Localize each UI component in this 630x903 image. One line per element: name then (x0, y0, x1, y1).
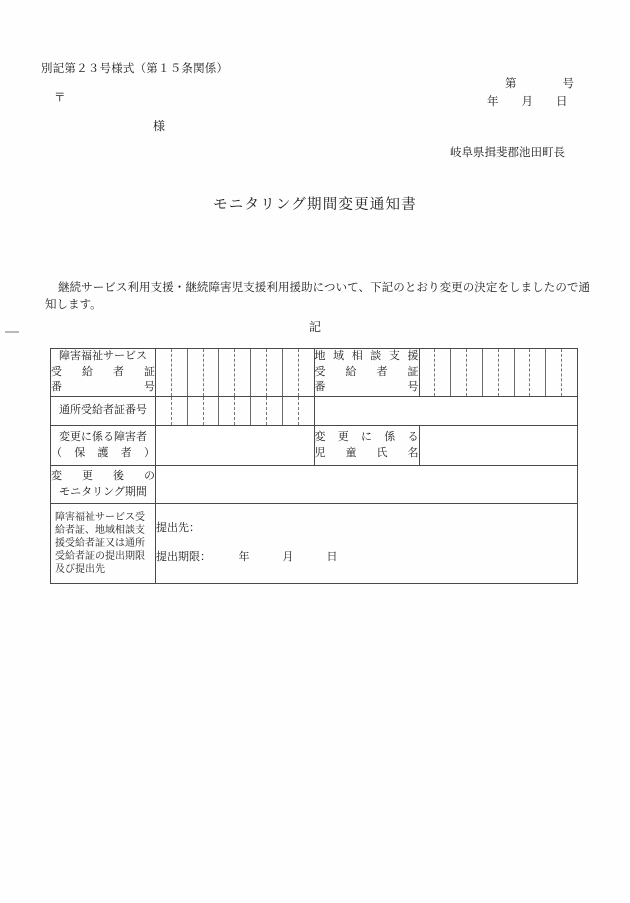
input-disabled-person-guardian[interactable] (156, 426, 315, 466)
label-welfare-service-certificate-number: 障害福祉サービス 受給者証 番号 (51, 349, 156, 397)
number-box[interactable] (435, 349, 451, 396)
body-paragraph: 継続サービス利用支援・継続障害児支援利用援助について、下記のとおり変更の決定をしましたので通知します。 (45, 281, 590, 312)
number-box[interactable] (299, 349, 314, 396)
number-box[interactable] (251, 397, 267, 425)
number-box[interactable] (451, 349, 467, 396)
page-title: モニタリング期間変更通知書 (213, 197, 417, 213)
number-box[interactable] (188, 397, 204, 425)
number-box-strip (156, 397, 314, 425)
number-box[interactable] (235, 349, 251, 396)
margin-artifact (5, 331, 19, 333)
table-row-monitoring-period (51, 466, 578, 504)
number-box[interactable] (546, 349, 562, 396)
number-box[interactable] (172, 349, 188, 396)
ki-marker: 記 (308, 320, 321, 334)
number-box[interactable] (251, 349, 267, 396)
number-box[interactable] (499, 349, 515, 396)
document-number: 第 号 (505, 78, 574, 90)
label-submission-deadline-and-destination: 障害福祉サービス受 給者証、地域相談支 援受給者証又は通所 受給者証の提出期限 及び提出先 (51, 504, 156, 584)
input-regional-consultation-certificate-number[interactable] (419, 349, 578, 397)
number-box-strip (156, 349, 314, 396)
number-box[interactable] (299, 397, 314, 425)
number-box[interactable] (267, 349, 283, 396)
number-box[interactable] (219, 349, 235, 396)
number-box[interactable] (530, 349, 546, 396)
blank-cell-dayservice-row (314, 397, 578, 426)
number-box[interactable] (156, 397, 172, 425)
label-monitoring-period-after-change: 変更後の モニタリング期間 (51, 466, 156, 504)
form-code: 別記第２３号様式（第１５条関係） (41, 63, 229, 75)
input-welfare-service-certificate-number[interactable] (156, 349, 315, 397)
table-row-dayservice-number (51, 397, 578, 426)
table-row-person-names (51, 426, 578, 466)
number-box[interactable] (172, 397, 188, 425)
addressee-honorific: 様 (153, 119, 166, 133)
input-child-name[interactable] (419, 426, 578, 466)
number-box[interactable] (204, 397, 220, 425)
label-dayservice-certificate-number: 通所受給者証番号 (51, 397, 156, 426)
number-box[interactable] (188, 349, 204, 396)
submission-details[interactable] (156, 504, 578, 584)
submission-deadline-label: 提出期限： 年 月 日 (156, 551, 338, 563)
number-box[interactable] (515, 349, 531, 396)
issuer-name: 岐阜県揖斐郡池田町長 (450, 147, 565, 159)
number-box[interactable] (283, 349, 299, 396)
number-box[interactable] (204, 349, 220, 396)
number-box[interactable] (467, 349, 483, 396)
input-monitoring-period-after-change[interactable] (156, 466, 578, 504)
postal-code-mark: 〒 (54, 92, 66, 104)
number-box-strip (420, 349, 578, 396)
submission-destination-label: 提出先： (156, 522, 200, 535)
number-box[interactable] (267, 397, 283, 425)
label-disabled-person-guardian: 変更に係る障害者 （保護者） (51, 426, 156, 466)
input-dayservice-certificate-number[interactable] (156, 397, 315, 426)
label-regional-consultation-certificate-number: 地域相談支援 受給者証 番号 (314, 349, 419, 397)
table-row-service-numbers (51, 349, 578, 397)
number-box[interactable] (562, 349, 577, 396)
number-box[interactable] (219, 397, 235, 425)
label-child-name: 変更に係る 児童氏名 (314, 426, 419, 466)
document-date: 年 月 日 (487, 96, 568, 108)
notification-form-table (50, 348, 578, 584)
table-row-submission (51, 504, 578, 584)
number-box[interactable] (235, 397, 251, 425)
number-box[interactable] (156, 349, 172, 396)
number-box[interactable] (483, 349, 499, 396)
number-box[interactable] (283, 397, 299, 425)
number-box[interactable] (420, 349, 436, 396)
